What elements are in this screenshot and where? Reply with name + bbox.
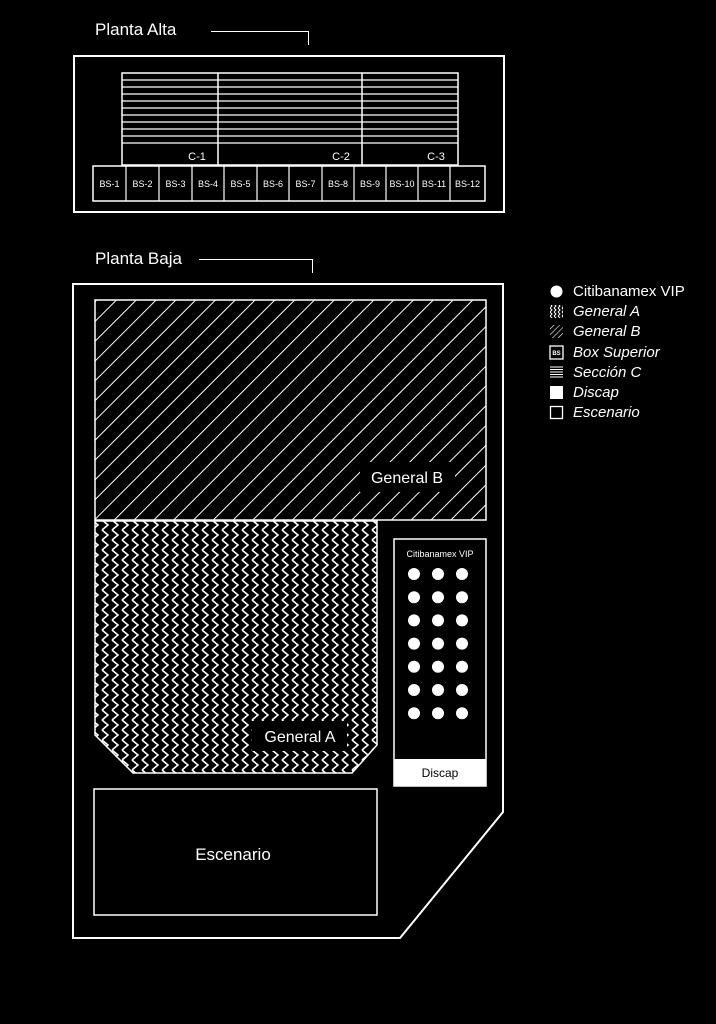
box-bs-2[interactable]: BS-2	[132, 179, 153, 189]
vip-seats	[408, 568, 468, 719]
box-bs-4[interactable]: BS-4	[197, 179, 219, 189]
lower-floor-title: Planta Baja	[95, 249, 182, 268]
vip-seat[interactable]	[456, 614, 468, 626]
vip-seat[interactable]	[456, 591, 468, 603]
vip-seat[interactable]	[408, 707, 420, 719]
vip-seat[interactable]	[432, 707, 444, 719]
box-bs-11[interactable]: BS-11	[421, 179, 447, 189]
diagonal-icon	[549, 324, 564, 339]
box-bs-8[interactable]: BS-8	[327, 179, 349, 189]
legend-item-escenario	[549, 403, 685, 423]
legend-label: Escenario	[573, 404, 640, 422]
box-bs-3[interactable]: BS-3	[165, 179, 186, 189]
vip-seat[interactable]	[456, 638, 468, 650]
upper-floor-title: Planta Alta	[95, 20, 177, 39]
vip-seat[interactable]	[408, 684, 420, 696]
svg-text:BS: BS	[552, 350, 561, 357]
vip-seat[interactable]	[456, 684, 468, 696]
legend-item-general-b	[549, 322, 685, 342]
empty-square-icon	[549, 405, 564, 420]
box-bs-6[interactable]: BS-6	[262, 179, 284, 189]
zigzag-icon	[549, 304, 564, 319]
discap-label: Discap	[421, 766, 459, 780]
vip-seat[interactable]	[408, 591, 420, 603]
box-bs-12[interactable]: BS-12	[454, 179, 481, 189]
box-bs-9[interactable]: BS-9	[359, 179, 381, 189]
general-b-label: General B	[370, 470, 444, 487]
stage-label: Escenario	[195, 845, 271, 864]
box-bs-7[interactable]: BS-7	[295, 179, 316, 189]
legend-label: General B	[573, 323, 641, 341]
legend-label: General A	[573, 302, 640, 320]
legend-label: Discap	[573, 384, 619, 402]
vip-seat[interactable]	[456, 568, 468, 580]
vip-seat[interactable]	[408, 568, 420, 580]
vip-title: Citibanamex VIP	[406, 549, 474, 559]
legend-item-box-superior	[549, 342, 685, 362]
legend-label: Sección C	[573, 363, 642, 381]
box-bs-5[interactable]: BS-5	[230, 179, 251, 189]
section-c-seating	[122, 73, 458, 165]
section-c3-label: C-3	[427, 151, 445, 163]
legend-item-general-a	[549, 301, 685, 321]
vip-seat[interactable]	[432, 614, 444, 626]
vip-seat[interactable]	[432, 638, 444, 650]
vip-seat[interactable]	[456, 661, 468, 673]
legend-item-vip	[549, 281, 685, 301]
vip-seat[interactable]	[432, 684, 444, 696]
vip-seat[interactable]	[456, 707, 468, 719]
vip-seat[interactable]	[432, 661, 444, 673]
section-c1-label: C-1	[188, 151, 206, 163]
vip-seat[interactable]	[408, 661, 420, 673]
vip-seat[interactable]	[408, 638, 420, 650]
legend-item-seccion-c	[549, 362, 685, 382]
section-c2-label: C-2	[332, 151, 350, 163]
legend-label: Citibanamex VIP	[573, 282, 685, 300]
vip-seat[interactable]	[408, 614, 420, 626]
dot-icon	[549, 284, 564, 299]
lines-icon	[549, 365, 564, 380]
legend	[549, 281, 685, 423]
general-a-label: General A	[264, 729, 336, 746]
vip-seat[interactable]	[432, 568, 444, 580]
vip-seat[interactable]	[432, 591, 444, 603]
box-bs-1[interactable]: BS-1	[99, 179, 120, 189]
legend-item-discap	[549, 382, 685, 402]
filled-square-icon	[549, 385, 564, 400]
box-bs-10[interactable]: BS-10	[389, 179, 415, 189]
box-icon	[549, 345, 564, 360]
legend-label: Box Superior	[573, 343, 660, 361]
